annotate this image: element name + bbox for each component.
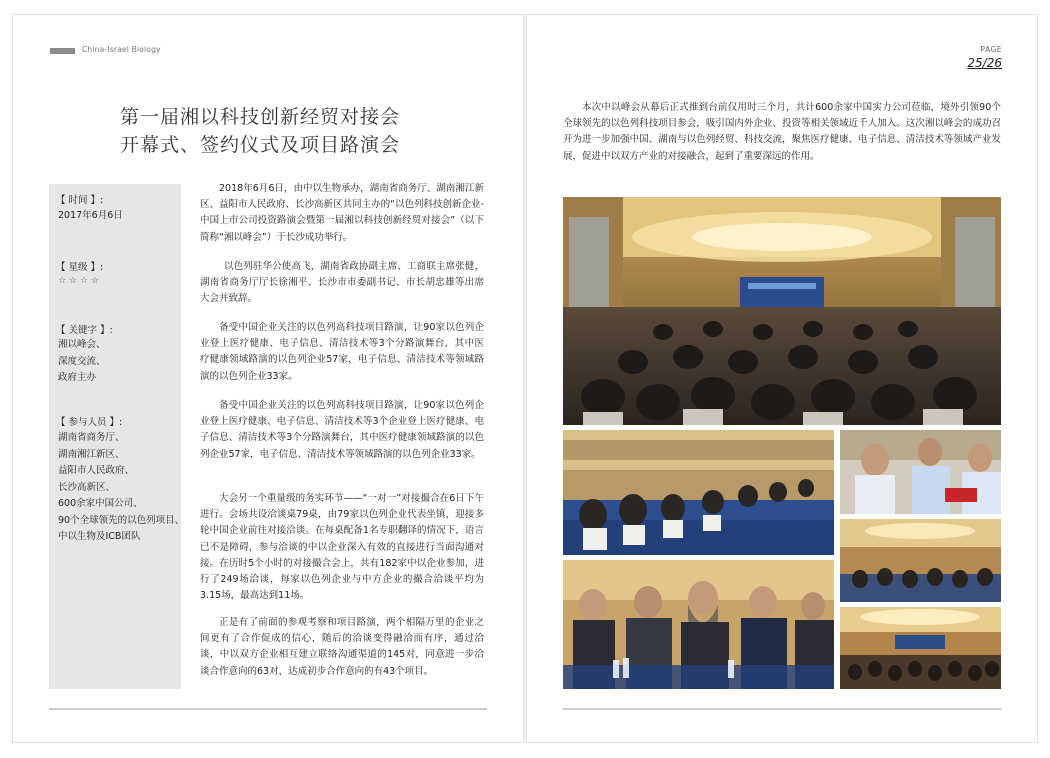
bottom-rule-left: [49, 708, 487, 710]
meeting-room-photo: [563, 430, 834, 555]
header-brand: China-Israel Biology: [82, 45, 161, 54]
body-paragraph: 以色列驻华公使高飞，湖南省政协副主席、工商联主席张健，湖南省商务厅厅长徐湘平、长沙市市委副书记、市长胡忠雄等出席大会并致辞。: [200, 261, 484, 305]
participant-item: 湖南省商务厅、: [58, 432, 125, 443]
body-paragraph: 备受中国企业关注的以色列高科技项目路演，让90家以色列企业登上医疗健康、电子信息、清洁技术等3个分路演舞台，其中医 疗健康领域路演的以色列企业57家，电子信息、清洁技术等领域路演的以色列企业33家。: [200, 322, 484, 382]
stars-value: ☆ ☆ ☆ ☆: [58, 276, 99, 286]
body-paragraph: 大会另一个重量级的务实环节——“一对一”对接撮合在6日下午进行。会场共设洽谈桌79桌，由79家以色列企业代表坐镇，迎接多轮中国企业前往对接洽谈。在每桌配备1名专职翻译的情况下，语言已不是障碍，参与洽谈的中以企业深入有效的直接进行当面沟通对接。在历时5个小时的对接撮合会上，共有182家中以企业参加，进行了249场洽谈，每家以色列企业与中方企业的撮合洽谈平均为3.15场，最高达到11场。: [200, 493, 484, 602]
stars-label: 【 星级 】:: [56, 262, 104, 273]
page-spine: [524, 14, 526, 743]
keyword-item: 政府主办: [58, 372, 97, 383]
body-paragraph: 正是有了前面的参观考察和项目路演，两个相隔万里的企业之间更有了合作促成的信心，随后的洽谈变得融洽而有序，通过洽谈，中以双方企业相互建立联络沟通渠道的145对，同意进一步洽谈合作意向的63对，达成初步合作意向的有43个项目。: [200, 617, 484, 677]
participant-item: 湖南湘江新区、: [58, 448, 125, 460]
participants-list: [58, 430, 184, 546]
conference-hall-photo: [563, 197, 1001, 425]
article-title-line-2: 开幕式、签约仪式及项目路演会: [119, 134, 400, 156]
page-label: PAGE: [980, 45, 1002, 54]
participant-item: 90个全球领先的以色列项目、: [58, 514, 185, 526]
participants-label: 【 参与人员 】:: [56, 417, 123, 428]
keyword-item: 深度交流、: [58, 355, 106, 367]
time-value: 2017年6月6日: [58, 210, 123, 221]
header-bar: [50, 48, 75, 54]
right-paragraph: 本次中以峰会从幕后正式推到台前仅用时三个月，共计600余家中国实力公司莅临，境外引领90个全球领先的以色列科技项目参会，吸引国内外企业、投资等相关领域近千人加入。这次湘以峰会的成功召开为进一步加强中国、湖南与以色列经贸、科技交流，聚焦医疗健康、电子信息、清洁技术等领域产业发展，促进中以双方产业的对接融合，起到了重要深远的作用。: [563, 102, 1001, 162]
delegates-photo: [563, 560, 834, 689]
hall-rear-view-photo: [840, 607, 1001, 689]
forum-room-photo: [840, 519, 1001, 602]
keywords-list: [58, 337, 106, 387]
page-number: 25/26: [967, 56, 1002, 70]
participant-item: 600余家中国公司、: [58, 498, 143, 509]
body-paragraph: 2018年6月6日，由中以生物承办，湖南省商务厅、湖南湘江新区、益阳市人民政府、长沙高新区共同主办的“以色列科技创新企业-中国上市公司投资路演会暨第一届湘以科技创新经贸对接会”（以下简称“湘以峰会”）于长沙成功举行。: [200, 183, 484, 243]
participant-item: 长沙高新区、: [58, 481, 116, 493]
article-title-line-1: 第一届湘以科技创新经贸对接会: [119, 106, 400, 128]
participant-item: 益阳市人民政府、: [58, 465, 135, 476]
time-label: 【 时间 】:: [56, 195, 104, 206]
negotiation-closeup-photo: [840, 430, 1001, 514]
body-paragraph: 备受中国企业关注的以色列高科技项目路演，让90家以色列企业登上医疗健康、电子信息、清洁技术等3个企业登上医疗健康、电子信息、清洁技术等3个分路演舞台，其中医疗健康领域路演的以色列企业57家，电子信息、清洁技术等领域路演的以色列企业33家。: [200, 400, 484, 460]
participant-item: 中以生物及ICB团队: [58, 531, 141, 542]
bottom-rule-right: [563, 708, 1001, 710]
keyword-item: 湘以峰会、: [58, 339, 106, 350]
keywords-label: 【 关键字 】:: [56, 325, 113, 336]
